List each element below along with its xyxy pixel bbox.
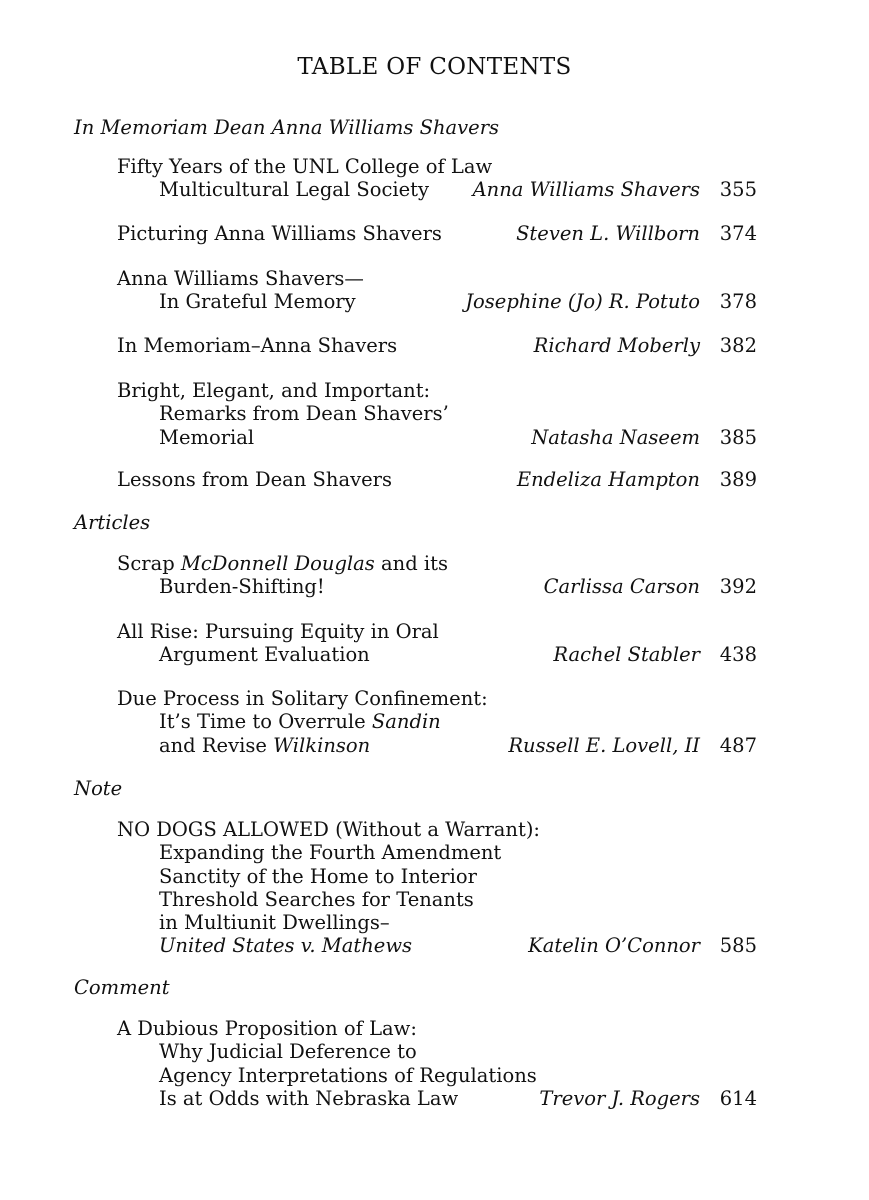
page-number: 385	[719, 425, 757, 449]
title-text: Is at Odds with Nebraska Law	[159, 1086, 459, 1110]
toc-entry[interactable]	[117, 818, 757, 958]
page-number: 392	[719, 575, 757, 599]
entry-title-line	[117, 334, 757, 357]
toc-entry[interactable]	[117, 155, 757, 202]
author-name: Trevor J. Rogers	[539, 1086, 700, 1110]
entry-title-line	[117, 575, 757, 598]
title-text: Agency Interpretations of Regulations	[159, 1063, 537, 1087]
entry-title-line	[117, 911, 757, 934]
title-text: Burden-Shifting!	[159, 575, 325, 599]
title-text: in Multiunit Dwellings–	[159, 911, 390, 935]
author-name: Anna Williams Shavers	[472, 178, 700, 202]
title-text: and its	[374, 552, 448, 575]
section-heading: Articles	[74, 511, 151, 534]
entry-title-line	[117, 865, 757, 888]
title-text: Why Judicial Deference to	[159, 1040, 417, 1064]
toc-entry[interactable]	[117, 379, 757, 449]
page-number: 378	[719, 290, 757, 314]
title-text: NO DOGS ALLOWED (Without a Warrant):	[117, 818, 540, 841]
entry-title-line	[117, 1087, 757, 1110]
title-text: It’s Time to Overrule	[159, 710, 372, 734]
entry-title-line	[117, 841, 757, 864]
page-title: TABLE OF CONTENTS	[297, 54, 572, 80]
page-number: 585	[719, 934, 757, 958]
entry-title-line	[117, 468, 757, 491]
case-name: McDonnell Douglas	[180, 552, 375, 575]
section-heading: In Memoriam Dean Anna Williams Shavers	[74, 116, 500, 139]
entry-title-line	[117, 267, 757, 290]
entry-title-line	[117, 620, 757, 643]
entry-title-line	[117, 155, 757, 178]
entry-title-line	[117, 552, 757, 575]
author-name: Richard Moberly	[533, 334, 700, 357]
case-name: Sandin	[371, 710, 441, 734]
section-heading: Comment	[74, 976, 170, 999]
author-name: Katelin O’Connor	[528, 934, 700, 958]
title-text: Argument Evaluation	[159, 643, 370, 667]
toc-entry[interactable]	[117, 552, 757, 599]
title-text: A Dubious Proposition of Law:	[117, 1017, 417, 1040]
toc-entry[interactable]	[117, 267, 757, 314]
author-name: Rachel Stabler	[553, 643, 700, 667]
title-text: In Memoriam–Anna Shavers	[117, 334, 398, 357]
entry-title-line	[117, 178, 757, 201]
title-text: and Revise	[159, 733, 274, 757]
entry-title-line	[117, 710, 757, 733]
section-heading: Note	[74, 777, 123, 800]
case-name: United States v. Mathews	[159, 934, 413, 958]
title-text: Remarks from Dean Shavers’	[159, 402, 449, 426]
toc-entry[interactable]	[117, 687, 757, 757]
toc-entry[interactable]	[117, 334, 757, 357]
entry-title-line	[117, 1017, 757, 1040]
entry-title-line	[117, 734, 757, 757]
entry-title-line	[117, 643, 757, 666]
page-number: 389	[719, 468, 757, 491]
author-name: Josephine (Jo) R. Potuto	[465, 290, 700, 314]
entry-title-line	[117, 1064, 757, 1087]
title-text: Sanctity of the Home to Interior	[159, 864, 477, 888]
title-text: Bright, Elegant, and Important:	[117, 379, 431, 402]
title-text: Scrap	[117, 552, 181, 575]
entry-title-line	[117, 222, 757, 245]
title-text: Expanding the Fourth Amendment	[159, 841, 502, 865]
author-name: Natasha Naseem	[531, 425, 700, 449]
toc-entry[interactable]	[117, 468, 757, 491]
title-text: Threshold Searches for Tenants	[159, 887, 474, 911]
toc-entry[interactable]	[117, 620, 757, 667]
title-text: Fifty Years of the UNL College of Law	[117, 155, 493, 178]
title-text: Lessons from Dean Shavers	[117, 468, 392, 491]
title-text: Picturing Anna Williams Shavers	[117, 222, 442, 245]
title-text: Due Process in Solitary Confinement:	[117, 687, 488, 710]
title-text: Multicultural Legal Society	[159, 178, 430, 202]
entry-title-line	[117, 1040, 757, 1063]
entry-title-line	[117, 426, 757, 449]
page-number: 355	[719, 178, 757, 202]
page-number: 438	[719, 643, 757, 667]
case-name: Wilkinson	[273, 733, 371, 757]
entry-title-line	[117, 818, 757, 841]
entry-title-line	[117, 402, 757, 425]
entry-title-line	[117, 934, 757, 957]
entry-title-line	[117, 687, 757, 710]
author-name: Russell E. Lovell, II	[508, 733, 700, 757]
page-number: 487	[719, 733, 757, 757]
title-text: Memorial	[159, 425, 255, 449]
entry-title-line	[117, 379, 757, 402]
entry-title-line	[117, 290, 757, 313]
page-number: 374	[719, 222, 757, 245]
author-name: Carlissa Carson	[543, 575, 700, 599]
entry-title-line	[117, 888, 757, 911]
toc-entry[interactable]	[117, 222, 757, 245]
toc-entry[interactable]	[117, 1017, 757, 1110]
author-name: Endeliza Hampton	[516, 468, 700, 491]
title-text: In Grateful Memory	[159, 290, 356, 314]
author-name: Steven L. Willborn	[516, 222, 700, 245]
page-number: 614	[719, 1086, 757, 1110]
page-number: 382	[719, 334, 757, 357]
title-text: All Rise: Pursuing Equity in Oral	[117, 620, 439, 643]
title-text: Anna Williams Shavers—	[117, 267, 364, 290]
